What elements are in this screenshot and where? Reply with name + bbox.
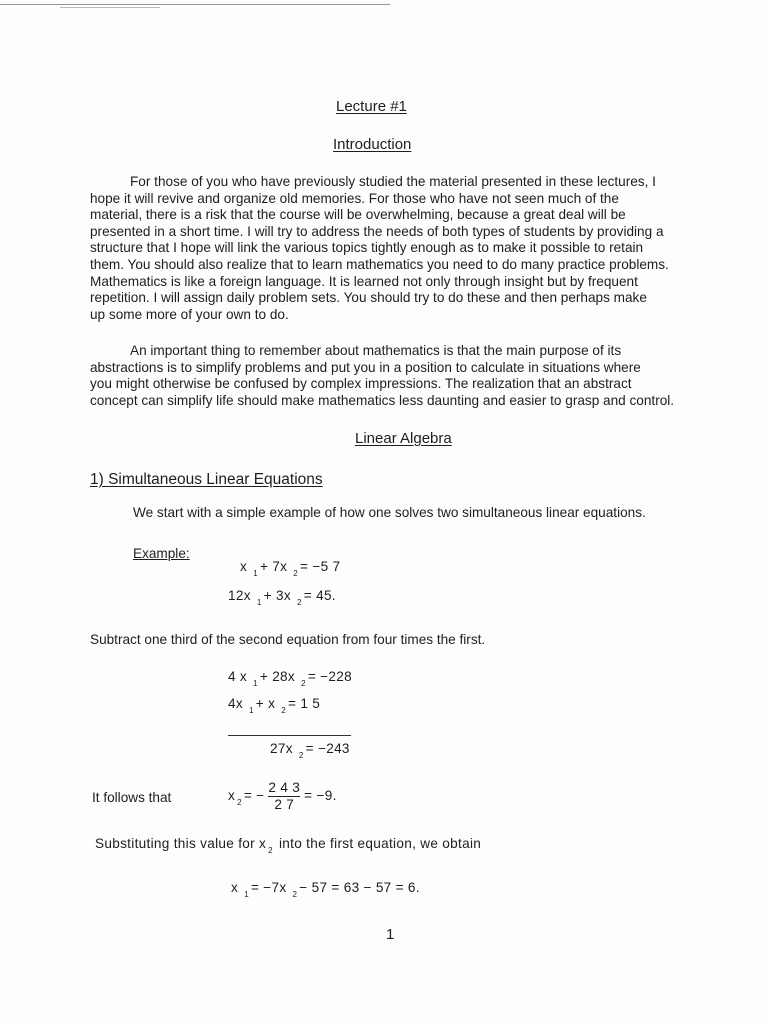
equation-term: = 1 5 bbox=[288, 696, 321, 711]
equation-term: + x bbox=[255, 696, 276, 711]
equation-1 bbox=[240, 559, 341, 578]
equation-term: 27x bbox=[270, 741, 293, 756]
equation-7 bbox=[231, 880, 420, 899]
example-label: Example: bbox=[133, 546, 190, 561]
x2-variable: x bbox=[228, 788, 236, 804]
subscript: 2 bbox=[297, 598, 302, 607]
subscript: 1 bbox=[256, 598, 262, 607]
paragraph-line: presented in a short time. I will try to address the needs of both types of students by providing a bbox=[90, 223, 664, 239]
paragraph-line: up some more of your own to do. bbox=[90, 306, 289, 322]
numerator: 2 4 3 bbox=[268, 780, 301, 795]
equation-term: + 7x bbox=[259, 559, 288, 574]
subscript: 2 bbox=[268, 846, 273, 855]
equation-term: + 28x bbox=[259, 669, 296, 684]
subscript: 1 bbox=[244, 890, 249, 899]
sum-rule bbox=[228, 735, 351, 736]
equation-term: 4x bbox=[228, 696, 243, 711]
subscript: 2 bbox=[281, 706, 287, 715]
equation-term: = −7x bbox=[250, 880, 287, 895]
fraction bbox=[268, 780, 300, 813]
equation-term: = −243 bbox=[305, 741, 350, 756]
subscript: 2 bbox=[237, 798, 242, 808]
paragraph-line: hope it will revive and organize old memories. For those who have not seen much of the bbox=[90, 190, 619, 206]
equation-5 bbox=[270, 741, 350, 760]
subscript: 2 bbox=[292, 890, 298, 899]
subscript: 2 bbox=[293, 569, 299, 578]
denominator: 2 7 bbox=[274, 797, 295, 812]
equation-term: x bbox=[240, 559, 248, 574]
subscript: 1 bbox=[253, 569, 258, 578]
subscript: 1 bbox=[249, 706, 254, 715]
subscript: 1 bbox=[253, 679, 258, 688]
page-number: 1 bbox=[386, 926, 395, 943]
section-heading: 1) Simultaneous Linear Equations bbox=[90, 471, 323, 488]
paragraph-line: concept can simplify life should make mathematics less daunting and easier to grasp and control. bbox=[90, 392, 675, 408]
equation-term: = −228 bbox=[307, 669, 352, 684]
paragraph-line: repetition. I will assign daily problem sets. You should try to do these and then perhaps make bbox=[90, 290, 647, 306]
subtract-instruction: Subtract one third of the second equation from four times the first. bbox=[90, 632, 486, 647]
paragraph-line: them. You should also realize that to learn mathematics you need to do many practice problems. bbox=[90, 257, 669, 272]
paragraph-line: For those of you who have previously studied the material presented in these lectures, I bbox=[130, 174, 656, 189]
scan-artifact bbox=[0, 4, 390, 5]
equation-term: − 57 = 63 − 57 = 6. bbox=[299, 880, 420, 895]
follows-text: It follows that bbox=[92, 790, 172, 805]
subscript: 2 bbox=[298, 751, 304, 760]
paragraph-line: abstractions is to simplify problems and put you in a position to calculate in situations where bbox=[90, 359, 641, 375]
substituting-text bbox=[95, 836, 482, 855]
equation-term: = −5 7 bbox=[300, 559, 341, 574]
paragraph-line: you might otherwise be confused by complex impressions. The realization that an abstract bbox=[90, 376, 632, 392]
equation-term: 4 x bbox=[228, 669, 248, 684]
lecture-title: Lecture #1 bbox=[336, 98, 407, 115]
section-intro-text: We start with a simple example of how one solves two simultaneous linear equations. bbox=[133, 505, 646, 520]
equation-3 bbox=[228, 669, 352, 688]
equation-term: x bbox=[231, 880, 239, 895]
equation-2 bbox=[228, 588, 336, 607]
paragraph-line: structure that I hope will link the various topics tightly enough as to make it possible to retain bbox=[90, 240, 644, 256]
introduction-heading: Introduction bbox=[333, 136, 412, 153]
text: Substituting this value for x bbox=[95, 836, 267, 851]
linear-algebra-heading: Linear Algebra bbox=[355, 430, 452, 447]
scan-artifact bbox=[60, 7, 160, 8]
paragraph-line: material, there is a risk that the course will be overwhelming, because a great deal will be bbox=[90, 207, 626, 223]
equation-6 bbox=[228, 780, 337, 813]
equation-term: 12x bbox=[228, 588, 251, 603]
equation-4 bbox=[228, 696, 321, 715]
paragraph-line: Mathematics is like a foreign language. It is learned not only through insight but by frequent bbox=[90, 273, 638, 289]
text: into the first equation, we obtain bbox=[278, 836, 482, 851]
result: = −9. bbox=[304, 788, 337, 804]
paragraph-line: An important thing to remember about mathematics is that the main purpose of its bbox=[130, 343, 622, 358]
equals-minus: = − bbox=[243, 788, 265, 804]
equation-term: = 45. bbox=[303, 588, 336, 603]
equation-term: + 3x bbox=[263, 588, 291, 603]
subscript: 2 bbox=[301, 679, 306, 688]
